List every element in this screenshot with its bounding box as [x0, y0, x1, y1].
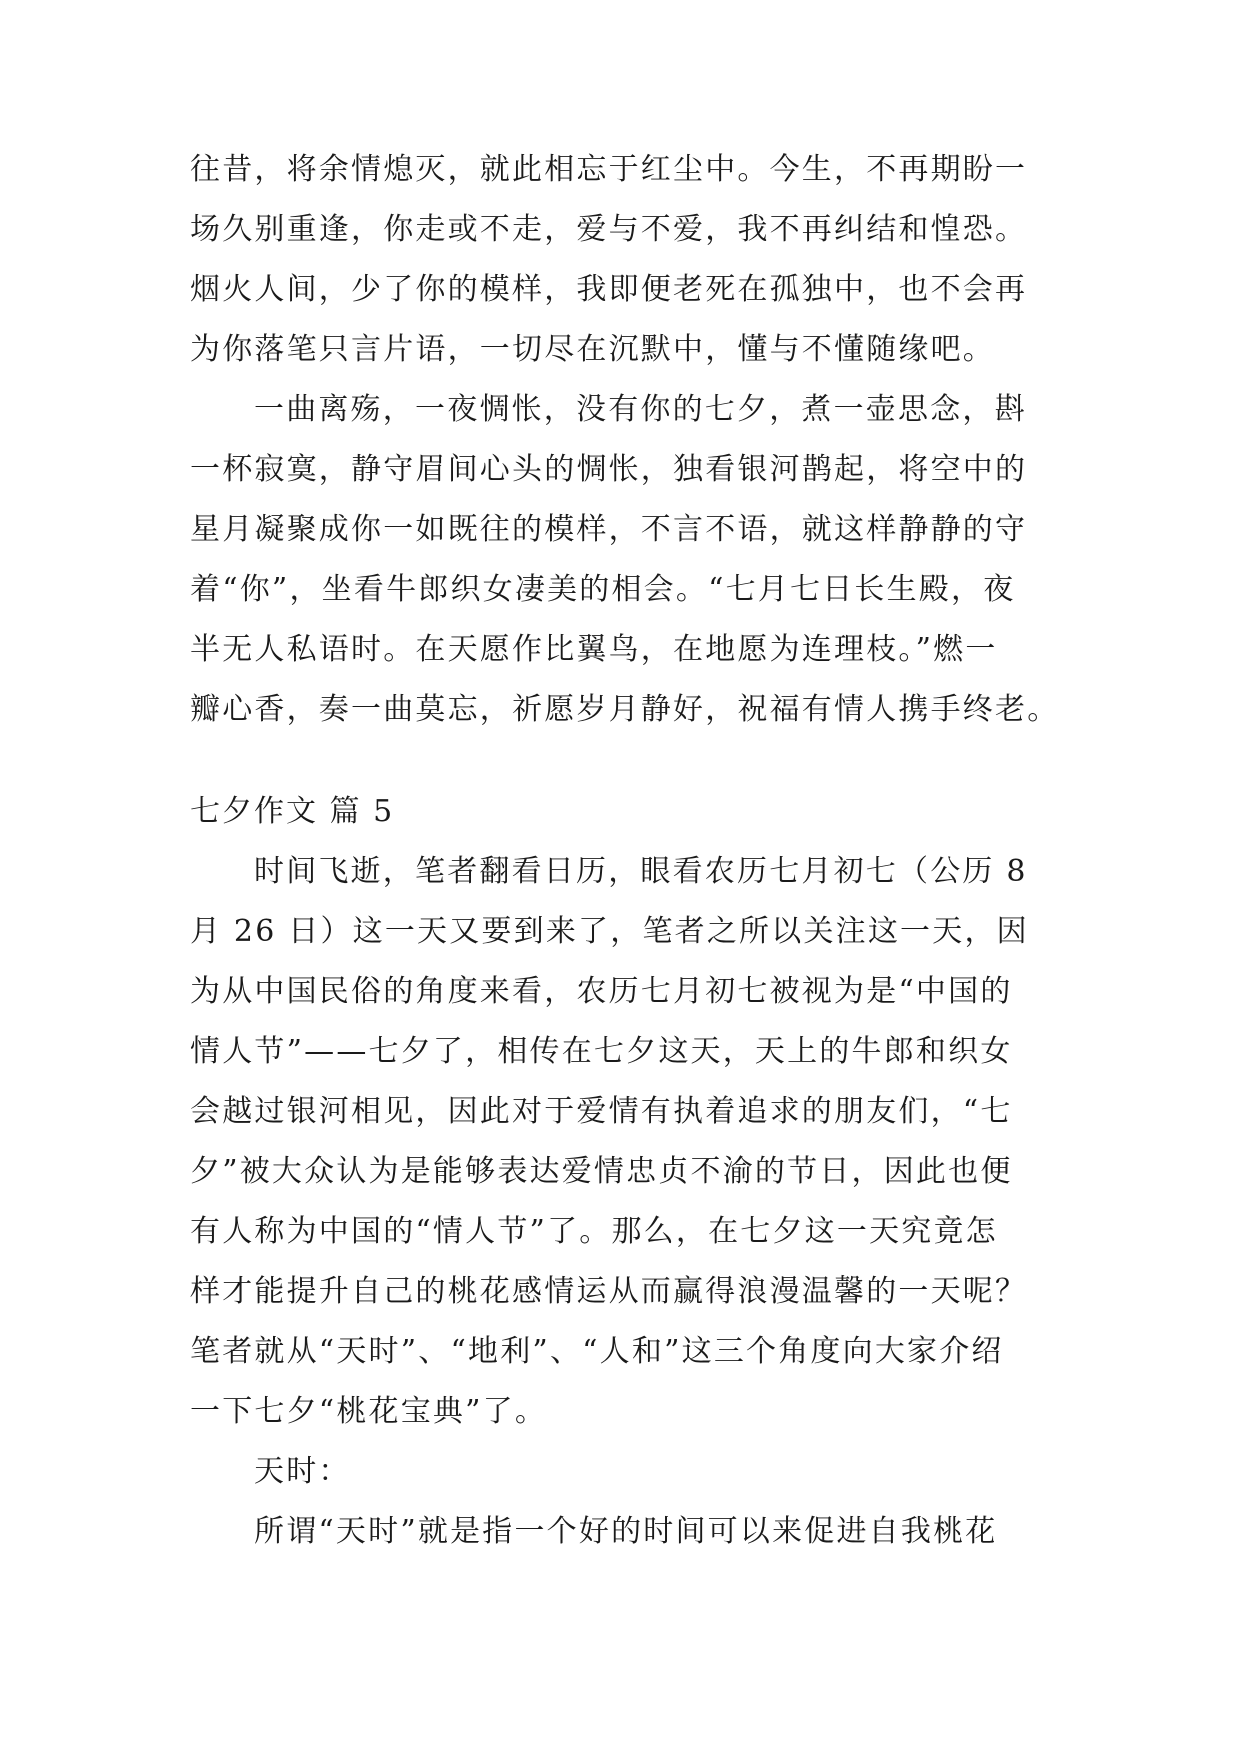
text-line: 会越过银河相见，因此对于爱情有执着追求的朋友们，“七 [190, 1094, 1013, 1129]
section-heading: 七夕作文 篇 5 [190, 794, 395, 829]
text-line: 烟火人间，少了你的模样，我即便老死在孤独中，也不会再 [190, 272, 1028, 307]
text-line: 星月凝聚成你一如既往的模样，不言不语，就这样静静的守 [190, 512, 1028, 547]
text-line: 瓣心香，奏一曲莫忘，祈愿岁月静好，祝福有情人携手终老。 [190, 692, 1060, 727]
text-line: 一下七夕“桃花宝典”了。 [190, 1394, 548, 1429]
text-line: 所谓“天时”就是指一个好的时间可以来促进自我桃花 [254, 1514, 998, 1549]
text-line: 夕”被大众认为是能够表达爱情忠贞不渝的节日，因此也便 [190, 1154, 1013, 1189]
text-line: 为从中国民俗的角度来看，农历七月初七被视为是“中国的 [190, 974, 1013, 1009]
text-line: 月 26 日）这一天又要到来了，笔者之所以关注这一天，因 [190, 914, 1029, 949]
text-line: 时间飞逝，笔者翻看日历，眼看农历七月初七（公历 8 [254, 854, 1028, 889]
text-line: 天时： [254, 1454, 351, 1489]
text-line: 样才能提升自己的桃花感情运从而赢得浪漫温馨的一天呢？ [190, 1274, 1028, 1309]
text-line: 一杯寂寞，静守眉间心头的惆怅，独看银河鹊起，将空中的 [190, 452, 1028, 487]
text-line: 有人称为中国的“情人节”了。那么，在七夕这一天究竟怎 [190, 1214, 998, 1249]
text-line: 为你落笔只言片语，一切尽在沉默中，懂与不懂随缘吧。 [190, 332, 995, 367]
text-line: 往昔，将余情熄灭，就此相忘于红尘中。今生，不再期盼一 [190, 152, 1028, 187]
text-line: 半无人私语时。在天愿作比翼鸟，在地愿为连理枝。”燃一 [190, 632, 998, 667]
text-line: 着“你”，坐看牛郎织女凄美的相会。“七月七日长生殿，夜 [190, 572, 1016, 607]
text-line: 笔者就从“天时”、“地利”、“人和”这三个角度向大家介绍 [190, 1334, 1004, 1369]
text-line: 情人节”——七夕了，相传在七夕这天，天上的牛郎和织女 [190, 1034, 1013, 1069]
text-line: 一曲离殇，一夜惆怅，没有你的七夕，煮一壶思念，斟 [254, 392, 1027, 427]
text-line: 场久别重逢，你走或不走，爱与不爱，我不再纠结和惶恐。 [190, 212, 1028, 247]
